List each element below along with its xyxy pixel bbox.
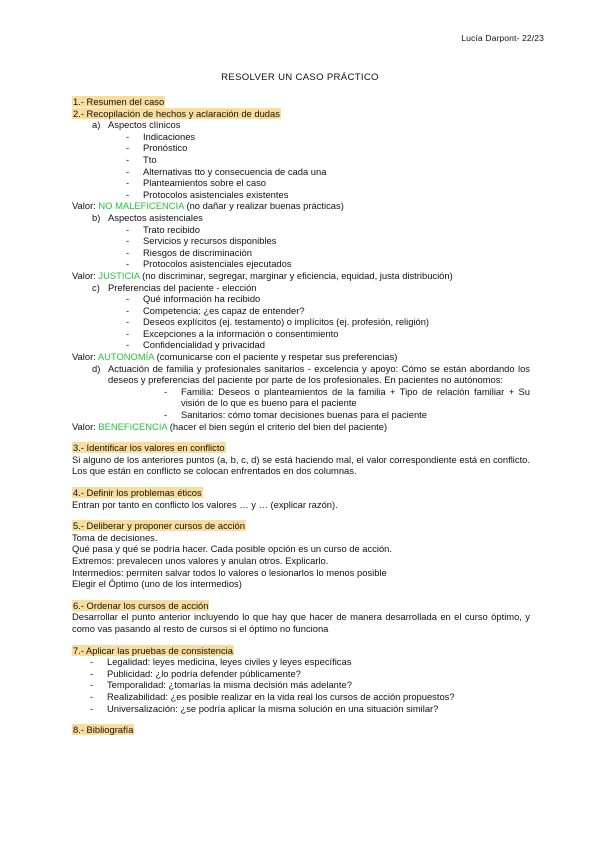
subsection-d xyxy=(92,363,530,386)
section-2-heading: 2.- Recopilación de hechos y aclaración de dudas xyxy=(73,107,280,119)
section-5-line: Intermedios: permiten salvar todos lo valores o lesionarlos lo menos posible xyxy=(72,566,387,578)
section-5-line: Qué pasa y qué se podría hacer. Cada posible opción es un curso de acción. xyxy=(72,543,392,555)
list-item: - Servicios y recursos disponibles xyxy=(126,235,277,247)
document-body xyxy=(72,96,530,736)
list-item: - Riesgos de discriminación xyxy=(126,246,252,258)
section-5-line: Elegir el Óptimo (uno de los intermedios) xyxy=(72,578,242,590)
list-item: - Realizabilidad: ¿es posible realizar en la vida real los cursos de acción propuestos? xyxy=(90,690,455,702)
section-4-heading: 4.- Definir los problemas éticos xyxy=(73,487,202,498)
list-item: - Pronóstico xyxy=(126,142,188,154)
list-item: - Protocolos asistenciales existentes xyxy=(126,188,289,200)
list-item: - Excepciones a la información o consentimiento xyxy=(126,327,339,339)
subsection-letter: d) xyxy=(92,362,101,374)
author-date: Lucía Darpont- 22/23 xyxy=(461,33,544,43)
subsection-label: Aspectos clínicos xyxy=(108,119,181,131)
subsection-letter: b) xyxy=(92,211,101,223)
section-6-heading: 6.- Ordenar los cursos de acción xyxy=(73,599,209,611)
list-item: - Competencia: ¿es capaz de entender? xyxy=(126,304,305,316)
valor-line: Valor: AUTONOMÍA (comunicarse con el paciente y respetar sus preferencias) xyxy=(72,351,398,363)
section-3-text: Si alguno de los anteriores puntos (a, b, c, d) se está haciendo mal, el valor correspondiente está en conflicto. Los que están en conflicto se colocan enfrentados en dos columnas. xyxy=(72,453,530,477)
list-item: - Planteamientos sobre el caso xyxy=(126,177,266,189)
section-8-heading: 8.- Bibliografía xyxy=(73,724,134,736)
subsection-c xyxy=(92,282,530,294)
list-item: - Trato recibido xyxy=(126,223,200,235)
section-5-line: Extremos: prevalecen unos valores y anulan otros. Explicarlo. xyxy=(72,554,329,566)
list-item: - Tto xyxy=(126,153,157,165)
subsection-letter: c) xyxy=(92,281,100,293)
list-item: - Universalización: ¿se podría aplicar la misma solución en una situación similar? xyxy=(90,702,439,714)
section-7-heading: 7.- Aplicar las pruebas de consistencia xyxy=(73,644,233,656)
valor-name: BENEFICENCIA xyxy=(98,420,168,432)
subsection-text: Actuación de familia y profesionales sanitarios - excelencia y apoyo: Cómo se están abordando los deseos y preferencias del paciente por parte de los profesionales. En pacientes no autónomos: xyxy=(108,362,530,386)
document-title: RESOLVER UN CASO PRÁCTICO xyxy=(221,72,379,83)
list-item: - Qué información ha recibido xyxy=(126,293,261,305)
subsection-label: Preferencias del paciente - elección xyxy=(108,281,257,293)
subsection-b xyxy=(92,212,530,224)
list-item: - Familia: Deseos o planteamientos de la familia + Tipo de relación familiar + Su visión de lo que es bueno para el paciente xyxy=(164,385,530,409)
section-4-text: Entran por tanto en conflicto los valores … y … (explicar razón). xyxy=(72,498,338,510)
list-item: - Indicaciones xyxy=(126,130,196,142)
section-5-heading: 5.- Deliberar y proponer cursos de acción xyxy=(73,520,245,532)
valor-line: Valor: NO MALEFICENCIA (no dañar y realizar buenas prácticas) xyxy=(72,200,344,212)
list-item: - Deseos explícitos (ej. testamento) o implícitos (ej. profesión, religión) xyxy=(126,316,430,328)
list-item: - Sanitarios: cómo tomar decisiones buenas para el paciente xyxy=(164,409,427,421)
list-item: - Publicidad: ¿lo podría defender públicamente? xyxy=(90,667,301,679)
valor-name: JUSTICIA xyxy=(98,269,140,281)
list-item: - Protocolos asistenciales ejecutados xyxy=(126,258,292,270)
list-item: - Alternativas tto y consecuencia de cada una xyxy=(126,165,327,177)
valor-line: Valor: JUSTICIA (no discriminar, segregar, marginar y eficiencia, equidad, justa distribución) xyxy=(72,269,453,281)
list-item: - Temporalidad: ¿tomarías la misma decisión más adelante? xyxy=(90,679,352,691)
section-1-heading: 1.- Resumen del caso xyxy=(73,96,165,107)
valor-line: Valor: BENEFICENCIA (hacer el bien según el criterio del bien del paciente) xyxy=(72,420,388,432)
valor-name: NO MALEFICENCIA xyxy=(98,200,184,212)
list-item: - Legalidad: leyes medicina, leyes civiles y leyes específicas xyxy=(90,656,352,668)
section-3-heading: 3.- Identificar los valores en conflicto xyxy=(73,442,225,454)
section-6-text: Desarrollar el punto anterior incluyendo lo que hay que hacer de manera desarrollada en el curso óptimo, y como vas pasando al resto de cursos si el óptimo no funciona xyxy=(72,611,530,634)
subsection-letter: a) xyxy=(92,119,101,131)
valor-name: AUTONOMÍA xyxy=(97,351,154,363)
subsection-a xyxy=(92,119,530,131)
section-5-line: Toma de decisiones. xyxy=(72,531,158,543)
subsection-label: Aspectos asistenciales xyxy=(108,211,203,223)
list-item: - Confidencialidad y privacidad xyxy=(126,339,265,351)
